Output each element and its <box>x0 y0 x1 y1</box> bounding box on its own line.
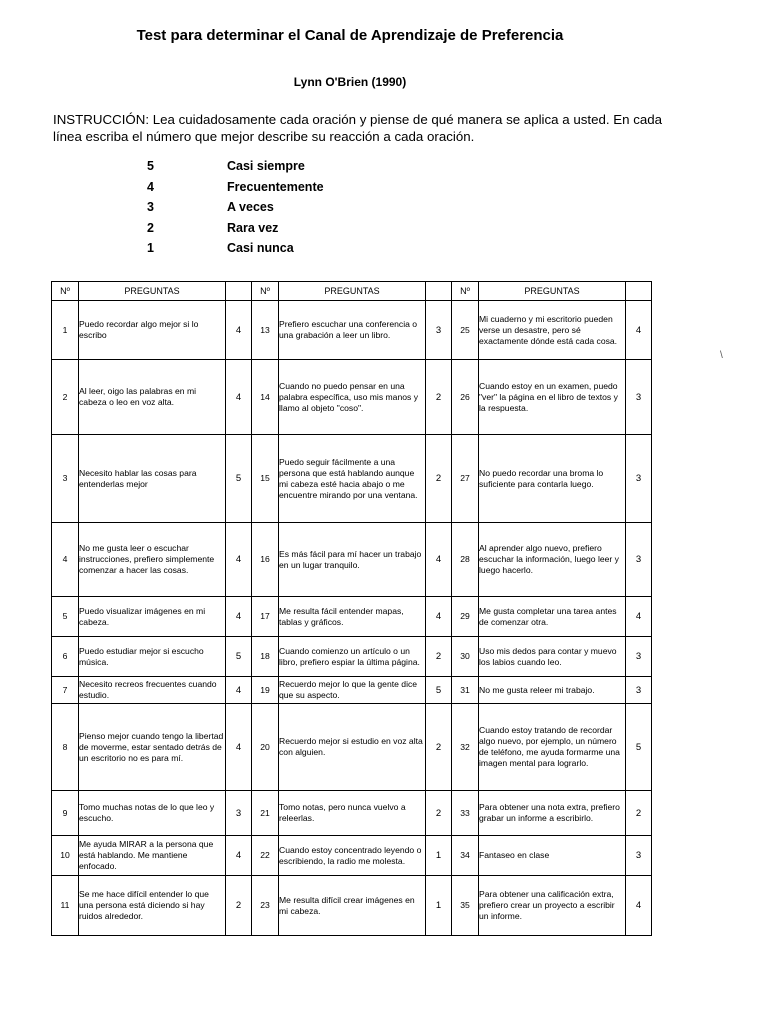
answer-value: 4 <box>226 677 252 704</box>
question-number: 26 <box>452 360 479 435</box>
question-number: 16 <box>252 523 279 597</box>
scale-label: Casi siempre <box>227 159 305 173</box>
table-header-row <box>52 282 652 301</box>
question-number: 28 <box>452 523 479 597</box>
answer-value: 4 <box>226 360 252 435</box>
question-text: Me ayuda MIRAR a la persona que está hablando. Me mantiene enfocado. <box>79 836 226 876</box>
table-row <box>52 360 652 435</box>
question-number: 27 <box>452 435 479 523</box>
answer-header <box>426 282 452 301</box>
table-row <box>52 597 652 637</box>
question-text: Para obtener una calificación extra, prefiero crear un proyecto a escribir un informe. <box>479 876 626 936</box>
question-number: 14 <box>252 360 279 435</box>
question-text: Tomo notas, pero nunca vuelvo a releerlas. <box>279 791 426 836</box>
table-row <box>52 677 652 704</box>
answer-value: 4 <box>626 876 652 936</box>
answer-value: 2 <box>426 704 452 791</box>
scale-label: Frecuentemente <box>227 179 324 194</box>
question-number: 22 <box>252 836 279 876</box>
scale-value: 5 <box>147 159 154 173</box>
question-number: 17 <box>252 597 279 637</box>
scale-value: 3 <box>147 200 154 214</box>
question-number: 25 <box>452 301 479 360</box>
answer-value: 2 <box>426 360 452 435</box>
question-text: Puedo seguir fácilmente a una persona que está hablando aunque mi cabeza esté hacia abajo o me encuentre mirando por una ventana. <box>279 435 426 523</box>
question-text: Puedo estudiar mejor si escucho música. <box>79 637 226 677</box>
question-number: 19 <box>252 677 279 704</box>
answer-value: 4 <box>226 836 252 876</box>
question-text: Necesito recreos frecuentes cuando estudio. <box>79 677 226 704</box>
question-number: 30 <box>452 637 479 677</box>
answer-header <box>626 282 652 301</box>
question-number: 13 <box>252 301 279 360</box>
scale-value: 1 <box>147 241 154 255</box>
question-text: Me resulta difícil crear imágenes en mi cabeza. <box>279 876 426 936</box>
questions-body <box>52 301 652 936</box>
stray-mark: \ <box>720 350 723 361</box>
table-row <box>52 523 652 597</box>
instruction-text: INSTRUCCIÓN: Lea cuidadosamente cada oración y piense de qué manera se aplica a usted. En cada línea escriba el número que mejor describe su reacción a cada oración. <box>53 112 663 144</box>
question-text: Me gusta completar una tarea antes de comenzar otra. <box>479 597 626 637</box>
question-text: Fantaseo en clase <box>479 836 626 876</box>
answer-value: 3 <box>626 677 652 704</box>
question-text: Puedo visualizar imágenes en mi cabeza. <box>79 597 226 637</box>
scale-value: 4 <box>147 179 154 194</box>
question-text: Cuando estoy tratando de recordar algo nuevo, por ejemplo, un número de teléfono, me ayuda formarme una imagen mental para lograrlo. <box>479 704 626 791</box>
question-text: Me resulta fácil entender mapas, tablas y gráficos. <box>279 597 426 637</box>
questions-table <box>51 281 652 936</box>
answer-value: 3 <box>226 791 252 836</box>
answer-value: 4 <box>226 597 252 637</box>
table-row <box>52 704 652 791</box>
question-text: Prefiero escuchar una conferencia o una grabación a leer un libro. <box>279 301 426 360</box>
answer-value: 5 <box>226 637 252 677</box>
question-number: 9 <box>52 791 79 836</box>
questions-header: PREGUNTAS <box>79 282 226 301</box>
answer-value: 4 <box>226 301 252 360</box>
question-text: Puedo recordar algo mejor si lo escribo <box>79 301 226 360</box>
scale-label: Casi nunca <box>227 241 294 255</box>
answer-value: 2 <box>426 637 452 677</box>
question-text: Se me hace difícil entender lo que una persona está diciendo si hay ruidos alrededor. <box>79 876 226 936</box>
number-header: Nº <box>252 282 279 301</box>
question-text: Cuando comienzo un artículo o un libro, prefiero espiar la última página. <box>279 637 426 677</box>
number-header: Nº <box>452 282 479 301</box>
question-text: No me gusta releer mi trabajo. <box>479 677 626 704</box>
scale-label: Rara vez <box>227 220 279 235</box>
answer-value: 4 <box>426 523 452 597</box>
question-number: 21 <box>252 791 279 836</box>
answer-value: 3 <box>426 301 452 360</box>
answer-value: 4 <box>426 597 452 637</box>
table-row <box>52 301 652 360</box>
scale-label: A veces <box>227 200 274 214</box>
answer-value: 2 <box>226 876 252 936</box>
table-row <box>52 876 652 936</box>
answer-value: 5 <box>626 704 652 791</box>
question-number: 34 <box>452 836 479 876</box>
question-number: 6 <box>52 637 79 677</box>
question-number: 11 <box>52 876 79 936</box>
question-text: Tomo muchas notas de lo que leo y escucho. <box>79 791 226 836</box>
question-number: 29 <box>452 597 479 637</box>
question-text: Al aprender algo nuevo, prefiero escuchar la información, luego leer y luego hacerlo. <box>479 523 626 597</box>
question-text: Recuerdo mejor lo que la gente dice que su aspecto. <box>279 677 426 704</box>
question-text: Recuerdo mejor si estudio en voz alta con alguien. <box>279 704 426 791</box>
answer-value: 4 <box>626 301 652 360</box>
answer-value: 3 <box>626 637 652 677</box>
question-text: Pienso mejor cuando tengo la libertad de moverme, estar sentado detrás de un escritorio no es para mí. <box>79 704 226 791</box>
answer-value: 1 <box>426 836 452 876</box>
question-text: No me gusta leer o escuchar instrucciones, prefiero simplemente comenzar a hacer las cosas. <box>79 523 226 597</box>
answer-value: 2 <box>426 435 452 523</box>
answer-value: 4 <box>226 704 252 791</box>
answer-value: 5 <box>426 677 452 704</box>
table-row <box>52 637 652 677</box>
question-text: Necesito hablar las cosas para entenderlas mejor <box>79 435 226 523</box>
question-number: 35 <box>452 876 479 936</box>
question-number: 7 <box>52 677 79 704</box>
table-row <box>52 435 652 523</box>
answer-value: 4 <box>226 523 252 597</box>
question-number: 8 <box>52 704 79 791</box>
question-text: Cuando estoy concentrado leyendo o escribiendo, la radio me molesta. <box>279 836 426 876</box>
answer-value: 5 <box>226 435 252 523</box>
question-number: 18 <box>252 637 279 677</box>
question-number: 4 <box>52 523 79 597</box>
question-text: Al leer, oigo las palabras en mi cabeza o leo en voz alta. <box>79 360 226 435</box>
answer-value: 3 <box>626 523 652 597</box>
questions-header: PREGUNTAS <box>479 282 626 301</box>
question-number: 31 <box>452 677 479 704</box>
answer-value: 4 <box>626 597 652 637</box>
answer-header <box>226 282 252 301</box>
answer-value: 2 <box>426 791 452 836</box>
question-number: 2 <box>52 360 79 435</box>
answer-value: 1 <box>426 876 452 936</box>
question-text: Cuando no puedo pensar en una palabra específica, uso mis manos y llamo al objeto "coso". <box>279 360 426 435</box>
scale-value: 2 <box>147 220 154 235</box>
question-text: No puedo recordar una broma lo suficiente para contarla luego. <box>479 435 626 523</box>
question-number: 32 <box>452 704 479 791</box>
question-text: Mi cuaderno y mi escritorio pueden verse un desastre, pero sé exactamente dónde está cada cosa. <box>479 301 626 360</box>
question-number: 15 <box>252 435 279 523</box>
question-number: 23 <box>252 876 279 936</box>
question-number: 10 <box>52 836 79 876</box>
answer-value: 3 <box>626 435 652 523</box>
table-row <box>52 791 652 836</box>
table-row <box>52 836 652 876</box>
page-title: Test para determinar el Canal de Aprendizaje de Preferencia <box>136 27 564 44</box>
question-number: 3 <box>52 435 79 523</box>
answer-value: 2 <box>626 791 652 836</box>
number-header: Nº <box>52 282 79 301</box>
question-number: 33 <box>452 791 479 836</box>
answer-value: 3 <box>626 836 652 876</box>
question-text: Uso mis dedos para contar y muevo los labios cuando leo. <box>479 637 626 677</box>
question-number: 20 <box>252 704 279 791</box>
question-text: Es más fácil para mí hacer un trabajo en un lugar tranquilo. <box>279 523 426 597</box>
question-text: Cuando estoy en un examen, puedo "ver" la página en el libro de textos y la respuesta. <box>479 360 626 435</box>
question-number: 1 <box>52 301 79 360</box>
answer-value: 3 <box>626 360 652 435</box>
questions-header: PREGUNTAS <box>279 282 426 301</box>
question-text: Para obtener una nota extra, prefiero grabar un informe a escribirlo. <box>479 791 626 836</box>
question-number: 5 <box>52 597 79 637</box>
author: Lynn O'Brien (1990) <box>293 75 407 89</box>
